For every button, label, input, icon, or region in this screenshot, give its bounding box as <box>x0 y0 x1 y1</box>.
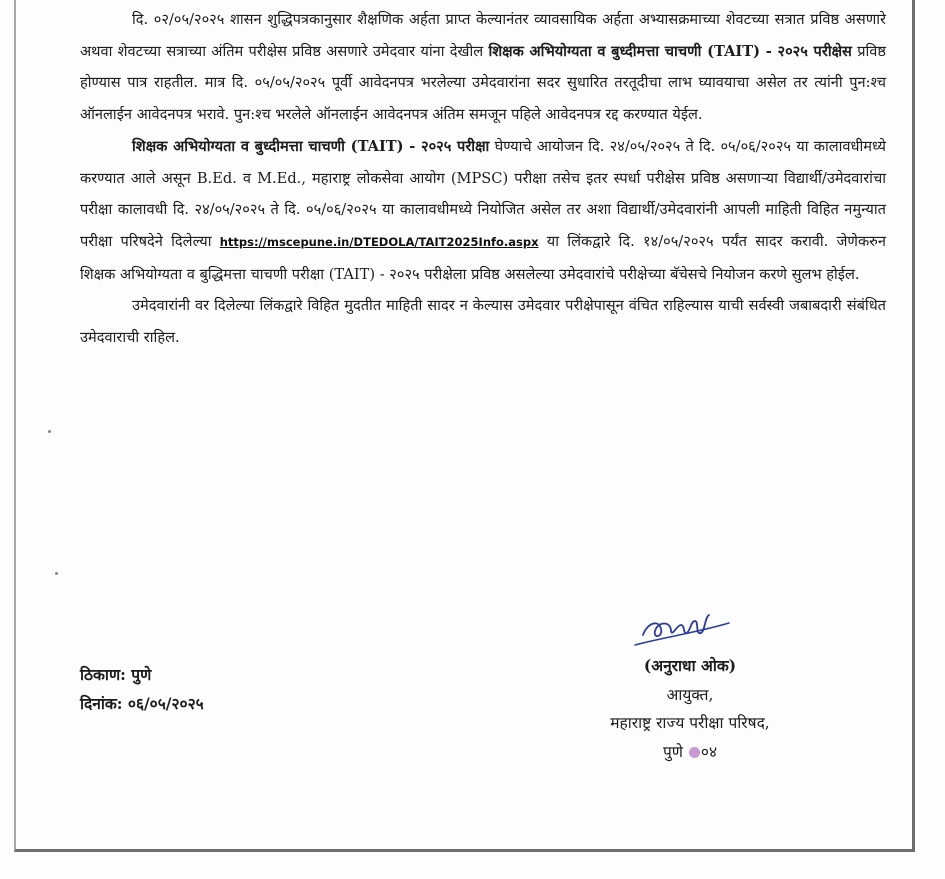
paragraph-text: या लिंकद्वारे दि. १४/०५/२०२५ पर्यंत सादर करावी. जेणेकरुन शिक्षक अभियोग्यता व बुद्धिमत्ता चाचणी परीक्षा (TAIT) - २०२५ परीक्षेला प्रविष्ठ असलेल्या उमेदवारांचे परीक्षेच्या बॅचेसचे नियोजन करणे सुलभ होईल. <box>80 232 886 283</box>
stamp-mark <box>689 747 700 758</box>
exam-name-bold: शिक्षक अभियोग्यता व बुध्दीमत्ता चाचणी (TAIT) - २०२५ परीक्षा <box>132 137 490 155</box>
paragraph-eligibility <box>80 4 886 131</box>
place-date-block <box>80 660 204 718</box>
paragraph-text: उमेदवारांनी वर दिलेल्या लिंकद्वारे विहित मुदतीत माहिती सादर न केल्यास उमेदवार परीक्षेपासून वंचित राहिल्यास याची सर्वस्वी जबाबदारी संबंधित उमेदवाराची राहिल. <box>80 297 886 347</box>
paragraph-responsibility <box>80 290 886 353</box>
signatory-office: महाराष्ट्र राज्य परीक्षा परिषद, <box>610 714 770 732</box>
paragraph-text: घेण्याचे आयोजन दि. २४/०५/२०२५ ते दि. ०५/०६/२०२५ या कालावधीमध्ये करण्यात आले असून B.Ed. व M.Ed., महाराष्ट्र लोकसेवा आयोग (MPSC) परीक्षा तसेच इतर स्पर्धा परीक्षेस प्रविष्ठ असणाऱ्या विद्यार्थी/उमेदवारांचा परीक्षा कालावधी दि. २४/०५/२०२५ ते दि. ०५/०६/२०२५ या कालावधीमध्ये नियोजित असेल तर अशा विद्यार्थी/उमेदवारांनी आपली माहिती विहित नमुन्यात परीक्षा परिषदेने दिलेल्या <box>80 137 886 250</box>
paragraph-text: प्रविष्ठ होण्यास पात्र राहतील. मात्र दि. ०५/०५/२०२५ पूर्वी आवेदनपत्र भरलेल्या उमेदवारांना सदर सुधारित तरतूदीचा लाभ घ्यावयाचा असेल तर त्यांनी पुन:श्च ऑनलाईन आवेदनपत्र भरावे. पुन:श्च भरलेले ऑनलाईन आवेदनपत्र अंतिम समजून पहिले आवेदनपत्र रद्द करण्यात येईल. <box>80 42 886 124</box>
signatory-designation: आयुक्त, <box>666 685 714 704</box>
date-line: दिनांक: ०६/०५/२०२५ <box>80 694 204 713</box>
signatory-city: पुणे ०४ <box>662 742 718 761</box>
exam-name-bold: शिक्षक अभियोग्यता व बुध्दीमत्ता चाचणी (TAIT) - २०२५ परीक्षेस <box>488 42 852 60</box>
signatory-name: (अनुराधा ओक) <box>643 656 737 675</box>
info-link[interactable]: https://mscepune.in/DTEDOLA/TAIT2025Info.aspx <box>219 234 539 249</box>
notice-body <box>80 4 886 354</box>
signatory-block <box>560 652 820 766</box>
paragraph-text: दि. ०२/०५/२०२५ शासन शुद्धिपत्रकानुसार शैक्षणिक अर्हता प्राप्त केल्यानंतर व्यावसायिक अर्हता अभ्यासक्रमाच्या शेवटच्या सत्रात प्रविष्ठ असणारे अथवा शेवटच्या सत्राच्या अंतिम परीक्षेस प्रविष्ठ असणारे उमेदवार यांना देखील <box>80 11 886 60</box>
place-line: ठिकाण: पुणे <box>80 665 152 684</box>
scan-speck <box>55 572 58 575</box>
signature-mark <box>625 605 735 655</box>
paragraph-exam-schedule <box>80 131 886 291</box>
scan-speck <box>48 430 51 433</box>
